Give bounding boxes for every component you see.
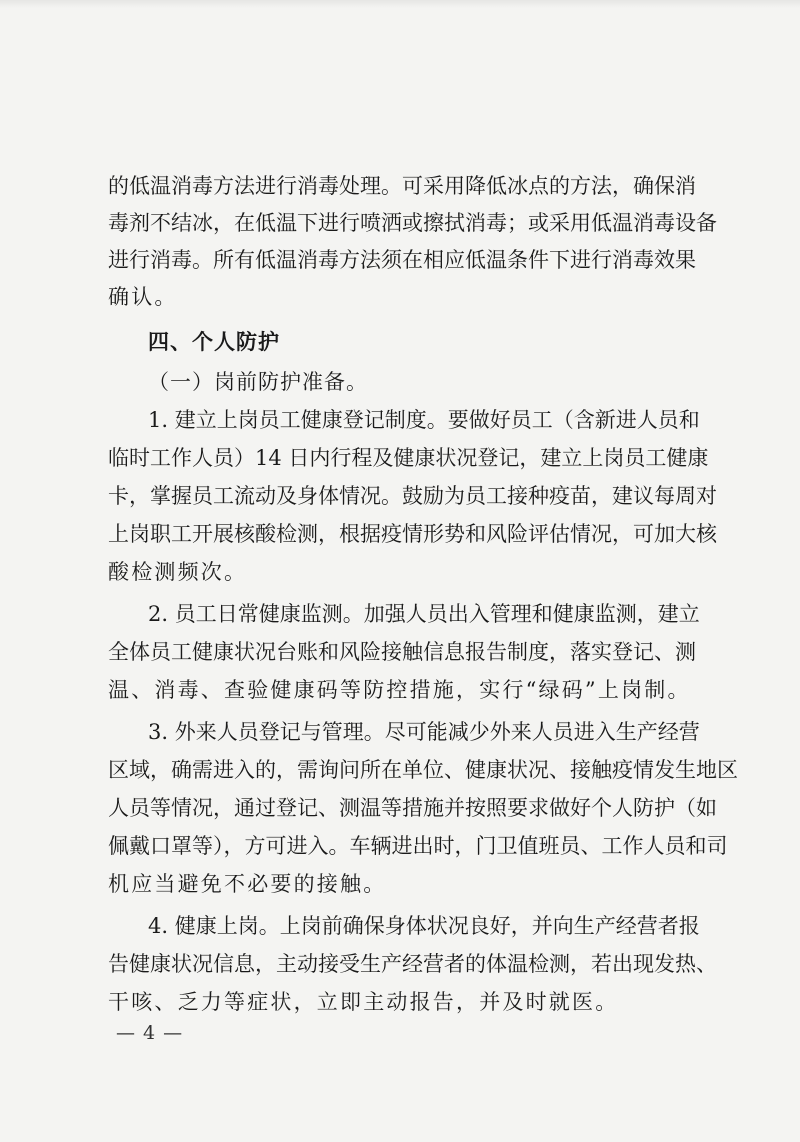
paragraph-line: 进行消毒。所有低温消毒方法须在相应低温条件下进行消毒效果 <box>108 248 696 272</box>
paragraph-line: 确认。 <box>108 285 178 309</box>
paragraph-line: 机应当避免不必要的接触。 <box>108 872 387 896</box>
paragraph-line: 酸检测频次。 <box>108 560 248 584</box>
scan-edge <box>0 0 800 8</box>
paragraph-line: 干咳、乏力等症状，立即主动报告，并及时就医。 <box>108 990 619 1014</box>
paragraph-line: 毒剂不结冰，在低温下进行喷洒或擦拭消毒；或采用低温消毒设备 <box>108 211 717 235</box>
paragraph-line: 温、消毒、查验健康码等防控措施，实行“绿码”上岗制。 <box>108 678 691 702</box>
paragraph-line: 佩戴口罩等），方可进入。车辆进出时，门卫值班员、工作人员和司 <box>108 834 728 858</box>
paragraph-line: 全体员工健康状况台账和风险接触信息报告制度，落实登记、测 <box>108 640 696 664</box>
paragraph-line: 3. 外来人员登记与管理。尽可能减少外来人员进入生产经营 <box>148 720 700 744</box>
page-number: — 4 — <box>116 1022 184 1044</box>
paragraph-line: 区域，确需进入的，需询问所在单位、健康状况、接触疫情发生地区 <box>108 758 738 782</box>
paragraph-line: 卡，掌握员工流动及身体情况。鼓励为员工接种疫苗，建议每周对 <box>108 484 717 508</box>
subsection-heading: （一）岗前防护准备。 <box>148 370 368 394</box>
paragraph-line: 4. 健康上岗。上岗前确保身体状况良好，并向生产经营者报 <box>148 914 700 938</box>
section-heading: 四、个人防护 <box>148 330 280 354</box>
paragraph-line: 人员等情况，通过登记、测温等措施并按照要求做好个人防护（如 <box>108 796 717 820</box>
paragraph-line: 2. 员工日常健康监测。加强人员出入管理和健康监测，建立 <box>148 602 700 626</box>
paragraph-line: 告健康状况信息，主动接受生产经营者的体温检测，若出现发热、 <box>108 952 717 976</box>
paragraph-line: 上岗职工开展核酸检测，根据疫情形势和风险评估情况，可加大核 <box>108 522 717 546</box>
paragraph-line: 的低温消毒方法进行消毒处理。可采用降低冰点的方法，确保消 <box>108 174 696 198</box>
paragraph-line: 临时工作人员）14 日内行程及健康状况登记，建立上岗员工健康 <box>108 446 709 470</box>
paragraph-line: 1. 建立上岗员工健康登记制度。要做好员工（含新进人员和 <box>148 408 700 432</box>
